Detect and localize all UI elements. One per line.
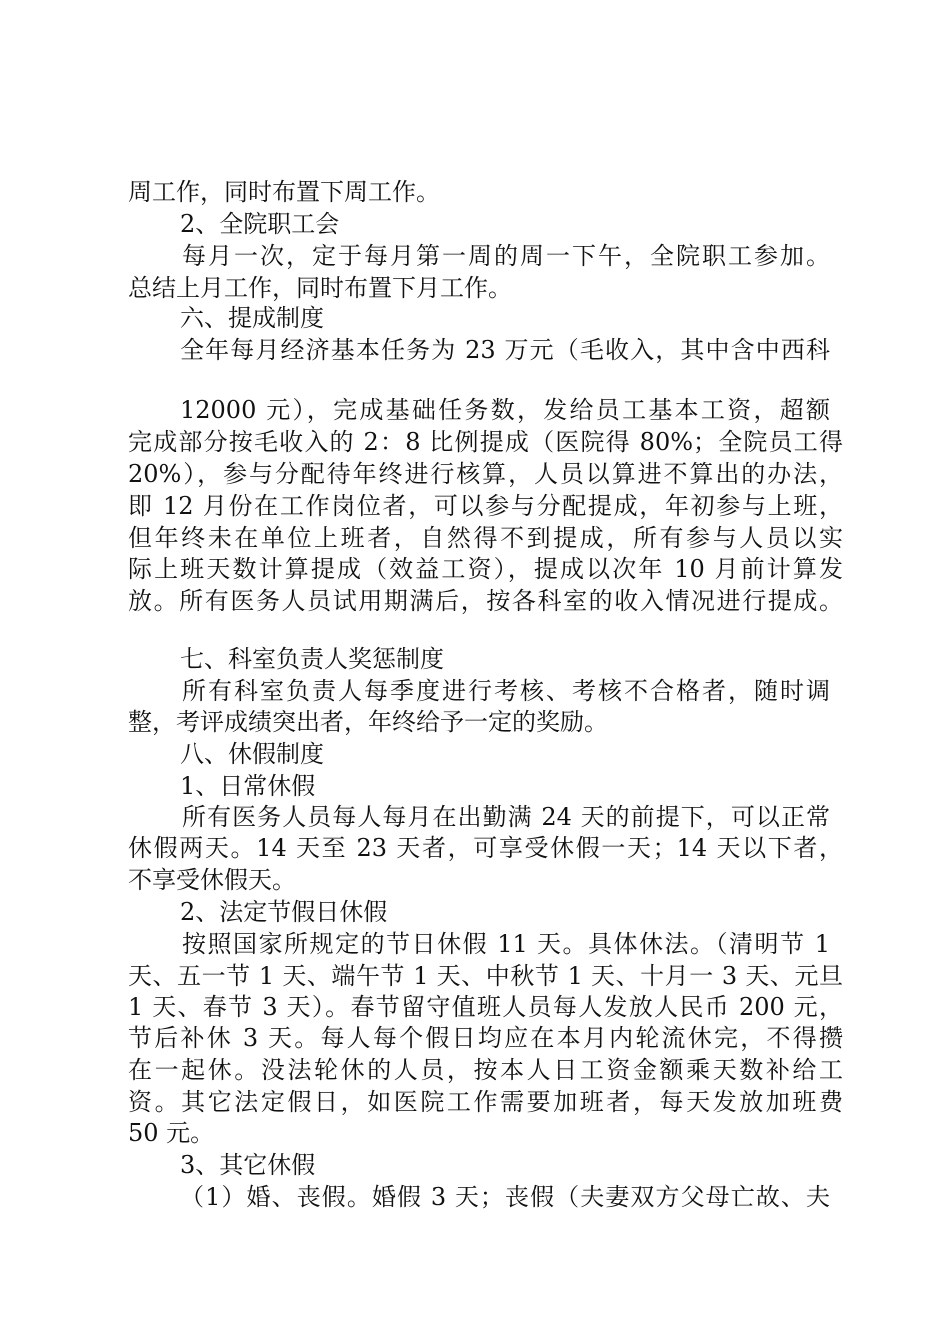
paragraph-line: 每月一次，定于每月第一周的周一下午，全院职工参加。 xyxy=(182,242,830,270)
paragraph-line: 不享受休假天。 xyxy=(128,866,296,894)
paragraph-line: 际上班天数计算提成（效益工资），提成以次年 10 月前计算发 xyxy=(128,555,843,583)
section-heading-department-heads: 七、科室负责人奖惩制度 xyxy=(180,645,444,673)
subsection-heading-statutory-holidays: 2、法定节假日休假 xyxy=(180,898,388,926)
paragraph-line: 完成部分按毛收入的 2：8 比例提成（医院得 80%；全院员工得 xyxy=(128,428,843,456)
paragraph-line: 全年每月经济基本任务为 23 万元（毛收入，其中含中西科 xyxy=(180,336,830,364)
subsection-heading-other-leave: 3、其它休假 xyxy=(180,1151,316,1179)
paragraph-line: 但年终未在单位上班者，自然得不到提成，所有参与人员以实 xyxy=(128,524,843,552)
paragraph-line: 节后补休 3 天。每人每个假日均应在本月内轮流休完，不得攒 xyxy=(128,1024,843,1052)
section-heading-staff-meeting: 2、全院职工会 xyxy=(180,210,340,238)
paragraph-line: 20%），参与分配待年终进行核算，人员以算进不算出的办法， xyxy=(128,460,843,488)
paragraph-line: 天、五一节 1 天、端午节 1 天、中秋节 1 天、十月一 3 天、元旦 xyxy=(128,962,843,990)
paragraph-line: 总结上月工作，同时布置下月工作。 xyxy=(128,274,512,302)
paragraph-line: 50 元。 xyxy=(128,1119,215,1147)
paragraph-line: 放。所有医务人员试用期满后，按各科室的收入情况进行提成。 xyxy=(128,587,843,615)
subsection-heading-daily-leave: 1、日常休假 xyxy=(180,772,316,800)
section-heading-commission: 六、提成制度 xyxy=(180,304,324,332)
paragraph-line: （1）婚、丧假。婚假 3 天；丧假（夫妻双方父母亡故、夫 xyxy=(180,1183,830,1211)
paragraph-line: 周工作，同时布置下周工作。 xyxy=(128,178,440,206)
paragraph-line: 1 天、春节 3 天）。春节留守值班人员每人发放人民币 200 元， xyxy=(128,993,843,1021)
paragraph-line: 即 12 月份在工作岗位者，可以参与分配提成，年初参与上班， xyxy=(128,492,843,520)
paragraph-line: 所有科室负责人每季度进行考核、考核不合格者，随时调 xyxy=(182,677,830,705)
paragraph-line: 所有医务人员每人每月在出勤满 24 天的前提下，可以正常 xyxy=(182,803,830,831)
paragraph-line: 整，考评成绩突出者，年终给予一定的奖励。 xyxy=(128,708,608,736)
paragraph-line: 休假两天。14 天至 23 天者，可享受休假一天；14 天以下者， xyxy=(128,834,843,862)
paragraph-line: 12000 元），完成基础任务数，发给员工基本工资，超额 xyxy=(180,396,830,424)
paragraph-line: 按照国家所规定的节日休假 11 天。具体休法。（清明节 1 xyxy=(182,930,830,958)
section-heading-leave-policy: 八、休假制度 xyxy=(180,740,324,768)
paragraph-line: 在一起休。没法轮休的人员，按本人日工资金额乘天数补给工 xyxy=(128,1056,843,1084)
paragraph-line: 资。其它法定假日，如医院工作需要加班者，每天发放加班费 xyxy=(128,1088,843,1116)
